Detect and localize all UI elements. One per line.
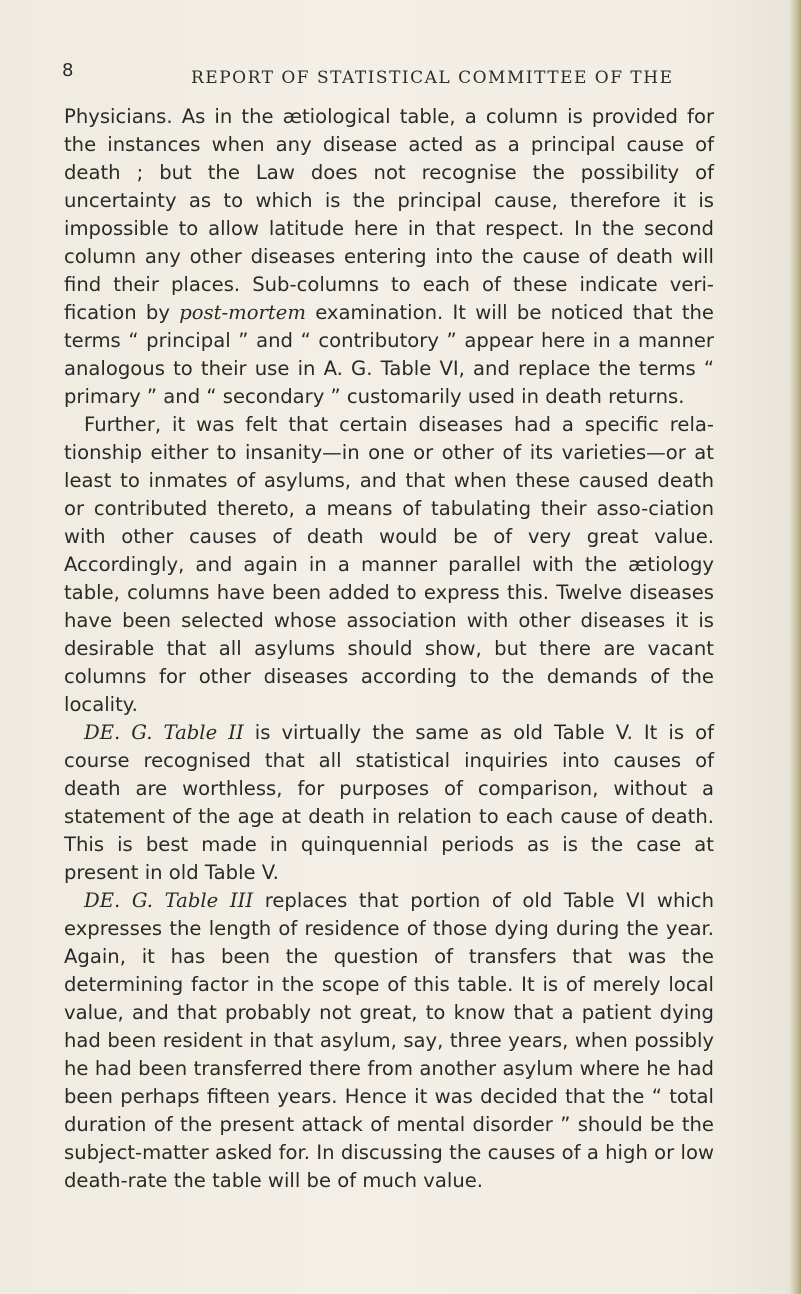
table-reference: DE. G. Table II [84,721,244,744]
paragraph-further [64,411,714,719]
paragraph-text: is virtually the same as old Table V. It is of course recognised that all statistical inquiries into causes of death are worthless, for purposes of comparison, without a statement of the age at death in relation to each cause of death. This is best made in quinquennial periods as is the case at present in old Table V. [64,721,714,884]
body-text [64,103,714,1195]
page-number: 8 [62,60,74,81]
paragraph-table-ii [64,719,714,887]
paragraph-text: Physicians. As in the ætiological table, a column is provided for the instances when any disease acted as a principal cause of death ; but the Law does not recognise the possibility of uncertainty as to which is the principal cause, therefore it is impossible to allow latitude here in that respect. In the second column any other diseases entering into the cause of death will find their places. Sub-columns to each of these indicate veri-fication by [64,105,714,324]
page-edge [789,0,801,1294]
paragraph-text: replaces that portion of old Table VI which expresses the length of residence of those dying during the year. Again, it has been the question of transfers that was the determining factor in the scope of this table. It is of merely local value, and that probably not great, to know that a patient dying had been resident in that asylum, say, three years, when possibly he had been transferred there from another asylum where he had been perhaps fifteen years. Hence it was decided that the “ total duration of the present attack of mental disorder ” should be the subject-matter asked for. In discussing the causes of a high or low death-rate the table will be of much value. [64,889,714,1192]
paragraph-physicians [64,103,714,411]
paragraph-table-iii [64,887,714,1195]
paragraph-text: examination. It will be noticed that the terms “ principal ” and “ contributory ” appear here in a manner analogous to their use in A. G. Table VI, and replace the terms “ primary ” and “ secondary ” customarily used in death returns. [64,301,714,408]
paragraph-text: Further, it was felt that certain diseases had a specific rela-tionship either to insanity—in one or other of its varieties—or at least to inmates of asylums, and that when these caused death or contributed thereto, a means of tabulating their asso-ciation with other causes of death would be of very great value. Accordingly, and again in a manner parallel with the ætiology table, columns have been added to express this. Twelve diseases have been selected whose association with other diseases it is desirable that all asylums should show, but there are vacant columns for other diseases according to the demands of the locality. [64,413,714,716]
italic-term: post-mortem [179,301,306,324]
running-title: REPORT OF STATISTICAL COMMITTEE OF THE [191,68,674,88]
table-reference: DE. G. Table III [84,889,254,912]
